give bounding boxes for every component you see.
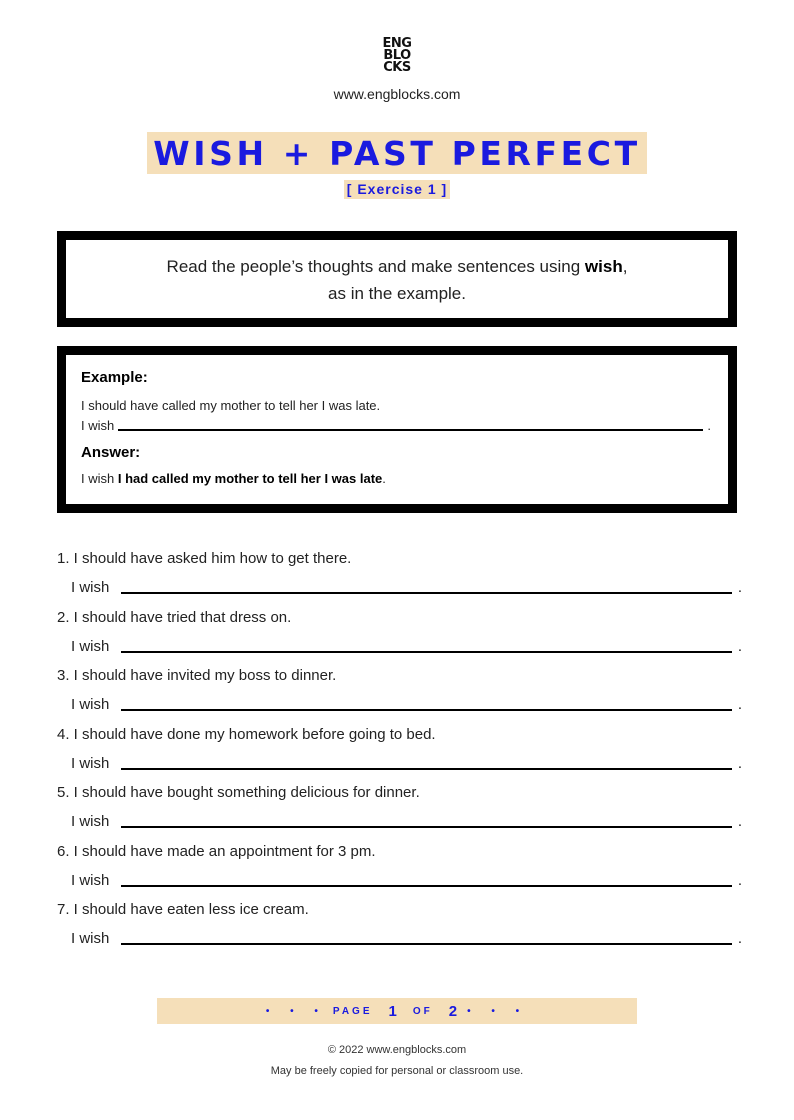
- engblocks-logo: [0, 38, 794, 74]
- exercise-label: [ Exercise 1 ]: [344, 180, 450, 199]
- copyright-text: © 2022 www.engblocks.com: [327, 1044, 467, 1056]
- instructions-line-2: as in the example.: [328, 284, 466, 303]
- page-dots-right: • • •: [467, 1005, 529, 1017]
- question-period: .: [737, 813, 742, 830]
- example-answer-row: [81, 414, 711, 434]
- question-item: [57, 549, 747, 608]
- page-dots-left: • • •: [265, 1005, 327, 1017]
- question-prompt: I wish: [71, 813, 110, 830]
- answer-blank-line[interactable]: [121, 884, 732, 887]
- example-sentence: I should have called my mother to tell her I was late.: [81, 398, 381, 413]
- question-period: .: [737, 696, 742, 713]
- question-text: 7. I should have eaten less ice cream.: [57, 901, 309, 918]
- question-text: 2. I should have tried that dress on.: [57, 608, 292, 626]
- answer-blank-line[interactable]: [121, 942, 732, 945]
- example-period: .: [707, 418, 711, 433]
- question-answer-row: [71, 811, 742, 831]
- answer-blank-line[interactable]: [121, 708, 732, 711]
- of-word: OF: [412, 1005, 433, 1017]
- question-text: 3. I should have invited my boss to dinner.: [57, 667, 337, 684]
- license-text: May be freely copied for personal or classroom use.: [270, 1065, 524, 1077]
- question-prompt: I wish: [71, 754, 110, 772]
- question-prompt: I wish: [71, 637, 110, 655]
- question-prompt: I wish: [71, 579, 110, 596]
- instructions-line-1: Read the people’s thoughts and make sentences using wish,: [166, 257, 628, 276]
- question-item: [57, 725, 747, 784]
- page-indicator: [157, 998, 637, 1024]
- answer-blank-line[interactable]: [121, 767, 732, 770]
- answer-blank-line[interactable]: [121, 591, 732, 594]
- answer-blank-line[interactable]: [121, 650, 732, 653]
- example-prompt: I wish: [81, 418, 115, 433]
- site-url: www.engblocks.com: [333, 86, 461, 102]
- logo-line-3: CKS: [383, 60, 411, 75]
- question-answer-row: [71, 694, 742, 714]
- page-number: 1: [388, 1002, 397, 1020]
- question-answer-row: [71, 636, 742, 656]
- question-prompt: I wish: [71, 696, 110, 713]
- question-period: .: [737, 579, 742, 596]
- question-text: 1. I should have asked him how to get there.: [57, 550, 352, 567]
- page-word: PAGE: [332, 1005, 373, 1017]
- question-prompt: I wish: [71, 930, 110, 947]
- question-period: .: [737, 637, 742, 655]
- question-answer-row: [71, 928, 742, 948]
- example-blank-line: [118, 428, 703, 431]
- question-answer-row: [71, 870, 742, 890]
- page-total: 2: [448, 1002, 458, 1020]
- question-period: .: [737, 754, 742, 772]
- question-list: [57, 549, 747, 959]
- question-answer-row: [71, 577, 742, 597]
- question-item: [57, 783, 747, 842]
- question-text: 6. I should have made an appointment for 3 pm.: [57, 842, 376, 860]
- question-prompt: I wish: [71, 871, 110, 889]
- question-item: [57, 666, 747, 725]
- example-answer-bold: I had called my mother to tell her I was late: [117, 471, 383, 486]
- example-box: [57, 346, 737, 513]
- question-text: 4. I should have done my homework before going to bed.: [57, 725, 436, 743]
- question-period: .: [737, 871, 742, 889]
- question-item: [57, 608, 747, 667]
- question-item: [57, 900, 747, 959]
- logo-line-1: ENG: [382, 36, 412, 51]
- question-answer-row: [71, 753, 742, 773]
- question-item: [57, 842, 747, 901]
- answer-blank-line[interactable]: [121, 825, 732, 828]
- logo-line-2: BLO: [383, 48, 411, 63]
- instructions-keyword: wish: [584, 257, 623, 276]
- example-heading: Example:: [81, 369, 148, 386]
- example-answer: I wish I had called my mother to tell her I was late.: [81, 471, 386, 486]
- question-period: .: [737, 930, 742, 947]
- page-title: WISH + PAST PERFECT: [147, 132, 647, 174]
- answer-heading: Answer:: [81, 444, 141, 461]
- instructions-box: [57, 231, 737, 327]
- question-text: 5. I should have bought something delicious for dinner.: [57, 784, 420, 801]
